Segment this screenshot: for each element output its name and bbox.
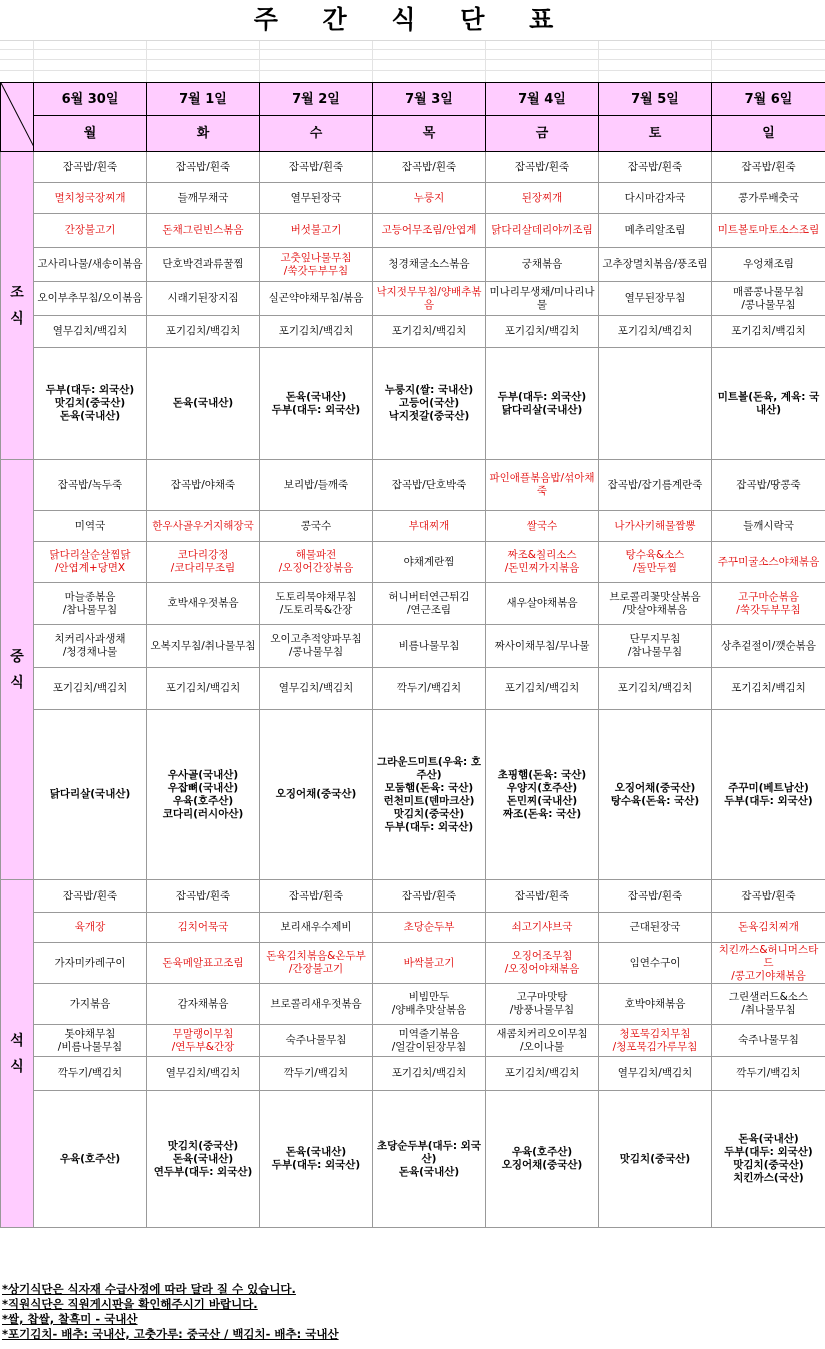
menu-item: 미트볼토마토소스조림 bbox=[712, 214, 825, 248]
menu-item: 잡곡밥/흰죽 bbox=[599, 152, 712, 183]
menu-item: 포기김치/백김치 bbox=[486, 316, 599, 348]
menu-item: 고추장멸치볶음/풍조림 bbox=[599, 248, 712, 282]
menu-item: 열무김치/백김치 bbox=[260, 668, 373, 710]
origin-info: 우육(호주산) bbox=[34, 1091, 147, 1228]
menu-item: 돈채그린빈스볶음 bbox=[147, 214, 260, 248]
origin-info: 돈육(국내산) 두부(대두: 외국산) 맛김치(중국산) 치킨까스(국산) bbox=[712, 1091, 825, 1228]
menu-item: 잡곡밥/흰죽 bbox=[486, 880, 599, 913]
menu-item: 김치어묵국 bbox=[147, 913, 260, 943]
menu-item: 치킨까스&허니머스타드 /콩고기야채볶음 bbox=[712, 943, 825, 984]
menu-item: 가자미카레구이 bbox=[34, 943, 147, 984]
origin-info: 맛김치(중국산) 돈육(국내산) 연두부(대두: 외국산) bbox=[147, 1091, 260, 1228]
origin-info: 돈육(국내산) bbox=[147, 348, 260, 460]
menu-row bbox=[1, 460, 825, 511]
weekday-header: 일 bbox=[712, 116, 825, 152]
menu-item: 코다리강정 /코다리무조림 bbox=[147, 542, 260, 583]
menu-item: 브로콜리새우젓볶음 bbox=[260, 984, 373, 1025]
menu-row bbox=[1, 183, 825, 214]
menu-item: 야채계란찜 bbox=[373, 542, 486, 583]
footnote: *상기식단은 식자재 수급사정에 따라 달라 질 수 있습니다. bbox=[2, 1282, 296, 1296]
origin-row bbox=[1, 1091, 825, 1228]
menu-item: 다시마감자국 bbox=[599, 183, 712, 214]
menu-item: 고구마맛탕 /방풍나물무침 bbox=[486, 984, 599, 1025]
origin-info: 맛김치(중국산) bbox=[599, 1091, 712, 1228]
menu-item: 마늘종볶음 /참나물무침 bbox=[34, 583, 147, 625]
menu-row bbox=[1, 316, 825, 348]
origin-info: 오징어채(중국산) 탕수육(돈육: 국산) bbox=[599, 710, 712, 880]
menu-item: 감자채볶음 bbox=[147, 984, 260, 1025]
menu-item: 허니버터연근튀김 /연근조림 bbox=[373, 583, 486, 625]
menu-item: 열무김치/백김치 bbox=[34, 316, 147, 348]
menu-item: 미나리무생채/미나리나물 bbox=[486, 282, 599, 316]
blank-spreadsheet-rows bbox=[0, 40, 825, 83]
menu-item: 주꾸미굴소스야채볶음 bbox=[712, 542, 825, 583]
menu-item: 오이고추적양파무침 /콩나물무침 bbox=[260, 625, 373, 668]
menu-item: 돈육김치찌개 bbox=[712, 913, 825, 943]
menu-item: 부대찌개 bbox=[373, 511, 486, 542]
menu-item: 그린샐러드&소스 /취나물무침 bbox=[712, 984, 825, 1025]
menu-item: 깍두기/백김치 bbox=[34, 1057, 147, 1091]
menu-item: 버섯불고기 bbox=[260, 214, 373, 248]
menu-item: 된장찌개 bbox=[486, 183, 599, 214]
menu-item: 쌀국수 bbox=[486, 511, 599, 542]
origin-info bbox=[599, 348, 712, 460]
date-header: 7월 4일 bbox=[486, 83, 599, 116]
menu-row bbox=[1, 943, 825, 984]
menu-item: 돈육김치볶음&온두부 /간장불고기 bbox=[260, 943, 373, 984]
menu-item: 오이부추무침/오이볶음 bbox=[34, 282, 147, 316]
menu-item: 실곤약야채무침/볶음 bbox=[260, 282, 373, 316]
origin-info: 두부(대두: 외국산) 맛김치(중국산) 돈육(국내산) bbox=[34, 348, 147, 460]
menu-item: 포기김치/백김치 bbox=[260, 316, 373, 348]
menu-item: 콩국수 bbox=[260, 511, 373, 542]
footnote: *쌀, 찹쌀, 찰흑미 - 국내산 bbox=[2, 1312, 138, 1326]
menu-item: 열무된장무침 bbox=[599, 282, 712, 316]
menu-item: 비빔만두 /양배추맛살볶음 bbox=[373, 984, 486, 1025]
menu-item: 파인애플볶음밥/섞아채죽 bbox=[486, 460, 599, 511]
menu-item: 호박야채볶음 bbox=[599, 984, 712, 1025]
menu-item: 잡곡밥/땅콩죽 bbox=[712, 460, 825, 511]
menu-item: 잡곡밥/흰죽 bbox=[260, 152, 373, 183]
weekday-header-row bbox=[1, 116, 825, 152]
menu-item: 낙지젓무무침/양배추볶음 bbox=[373, 282, 486, 316]
menu-row bbox=[1, 880, 825, 913]
menu-item: 잡곡밥/흰죽 bbox=[712, 880, 825, 913]
menu-item: 잡곡밥/흰죽 bbox=[147, 880, 260, 913]
menu-item: 고사리나물/새송이볶음 bbox=[34, 248, 147, 282]
date-header: 7월 2일 bbox=[260, 83, 373, 116]
footnotes bbox=[2, 1282, 822, 1342]
origin-info: 초당순두부(대두: 외국산) 돈육(국내산) bbox=[373, 1091, 486, 1228]
menu-item: 새우살야채볶음 bbox=[486, 583, 599, 625]
menu-item: 열무된장국 bbox=[260, 183, 373, 214]
menu-item: 포기김치/백김치 bbox=[599, 316, 712, 348]
menu-item: 잡곡밥/야채죽 bbox=[147, 460, 260, 511]
menu-item: 가지볶음 bbox=[34, 984, 147, 1025]
menu-item: 포기김치/백김치 bbox=[373, 316, 486, 348]
weekday-header: 화 bbox=[147, 116, 260, 152]
origin-info: 초핑햄(돈육: 국산) 우양지(호주산) 돈민찌(국내산) 짜조(돈육: 국산) bbox=[486, 710, 599, 880]
menu-row bbox=[1, 152, 825, 183]
date-header-row bbox=[1, 83, 825, 116]
menu-row bbox=[1, 668, 825, 710]
menu-row bbox=[1, 913, 825, 943]
menu-item: 포기김치/백김치 bbox=[147, 316, 260, 348]
menu-item: 보리새우수제비 bbox=[260, 913, 373, 943]
menu-item: 깍두기/백김치 bbox=[373, 668, 486, 710]
menu-item: 멸치청국장찌개 bbox=[34, 183, 147, 214]
menu-item: 짜조&칠리소스 /돈민찌가지볶음 bbox=[486, 542, 599, 583]
origin-info: 두부(대두: 외국산) 닭다리살(국내산) bbox=[486, 348, 599, 460]
menu-row bbox=[1, 1025, 825, 1057]
origin-info: 주꾸미(베트남산) 두부(대두: 외국산) bbox=[712, 710, 825, 880]
menu-item: 닭다리살데리야끼조림 bbox=[486, 214, 599, 248]
menu-item: 포기김치/백김치 bbox=[712, 668, 825, 710]
weekday-header: 금 bbox=[486, 116, 599, 152]
menu-item: 매콤콩나물무침 /콩나물무침 bbox=[712, 282, 825, 316]
origin-info: 누룽지(쌀: 국내산) 고등어(국산) 낙지젓갈(중국산) bbox=[373, 348, 486, 460]
menu-item: 톳야채무침 /비름나물무침 bbox=[34, 1025, 147, 1057]
menu-item: 고등어무조림/안엽계 bbox=[373, 214, 486, 248]
menu-item: 잡곡밥/흰죽 bbox=[712, 152, 825, 183]
origin-info: 우육(호주산) 오징어채(중국산) bbox=[486, 1091, 599, 1228]
origin-row bbox=[1, 710, 825, 880]
meal-label-dinner: 석 식 bbox=[1, 880, 34, 1228]
menu-item: 브로콜리꽃맛살볶음 /맛살야채볶음 bbox=[599, 583, 712, 625]
menu-item: 열무김치/백김치 bbox=[599, 1057, 712, 1091]
footnote: *직원식단은 직원게시판을 확인해주시기 바랍니다. bbox=[2, 1297, 258, 1311]
menu-item: 잡곡밥/흰죽 bbox=[599, 880, 712, 913]
menu-item: 우엉채조림 bbox=[712, 248, 825, 282]
menu-row bbox=[1, 282, 825, 316]
menu-item: 바싹불고기 bbox=[373, 943, 486, 984]
date-header: 7월 3일 bbox=[373, 83, 486, 116]
menu-item: 잡곡밥/흰죽 bbox=[260, 880, 373, 913]
menu-item: 포기김치/백김치 bbox=[712, 316, 825, 348]
menu-item: 초당순두부 bbox=[373, 913, 486, 943]
menu-item: 잡곡밥/흰죽 bbox=[486, 152, 599, 183]
menu-item: 도토리묵야채무침 /도토리묵&간장 bbox=[260, 583, 373, 625]
menu-item: 청경채굴소스볶음 bbox=[373, 248, 486, 282]
menu-item: 단무지무침 /참나물무침 bbox=[599, 625, 712, 668]
menu-item: 잡곡밥/잡기름계란죽 bbox=[599, 460, 712, 511]
menu-item: 포기김치/백김치 bbox=[486, 1057, 599, 1091]
date-header: 7월 5일 bbox=[599, 83, 712, 116]
meal-label-lunch: 중 식 bbox=[1, 460, 34, 880]
menu-item: 시래기된장지짐 bbox=[147, 282, 260, 316]
menu-item: 비름나물무침 bbox=[373, 625, 486, 668]
weekday-header: 수 bbox=[260, 116, 373, 152]
menu-item: 보리밥/들깨죽 bbox=[260, 460, 373, 511]
menu-item: 치커리사과생채 /청경채나물 bbox=[34, 625, 147, 668]
menu-item: 나가사키해물짬뽕 bbox=[599, 511, 712, 542]
origin-info: 미트볼(돈육, 계육: 국내산) bbox=[712, 348, 825, 460]
origin-row bbox=[1, 348, 825, 460]
origin-info: 오징어채(중국산) bbox=[260, 710, 373, 880]
menu-item: 해물파전 /오징어간장볶음 bbox=[260, 542, 373, 583]
menu-item: 짜사이채무침/무나물 bbox=[486, 625, 599, 668]
menu-item: 간장불고기 bbox=[34, 214, 147, 248]
menu-row bbox=[1, 583, 825, 625]
menu-item: 포기김치/백김치 bbox=[34, 668, 147, 710]
menu-item: 청포묵김치무침 /청포묵김가루무침 bbox=[599, 1025, 712, 1057]
menu-item: 무말랭이무침 /연두부&간장 bbox=[147, 1025, 260, 1057]
weekday-header: 목 bbox=[373, 116, 486, 152]
menu-item: 육개장 bbox=[34, 913, 147, 943]
menu-item: 오징어조무침 /오징어야채볶음 bbox=[486, 943, 599, 984]
menu-item: 한우사골우거지해장국 bbox=[147, 511, 260, 542]
menu-item: 근대된장국 bbox=[599, 913, 712, 943]
menu-item: 포기김치/백김치 bbox=[486, 668, 599, 710]
menu-item: 오복지무침/취나물무침 bbox=[147, 625, 260, 668]
menu-item: 잡곡밥/흰죽 bbox=[34, 152, 147, 183]
meal-label-breakfast: 조 식 bbox=[1, 152, 34, 460]
menu-item: 깍두기/백김치 bbox=[260, 1057, 373, 1091]
menu-row bbox=[1, 214, 825, 248]
menu-item: 쇠고기샤브국 bbox=[486, 913, 599, 943]
menu-item: 상추겉절이/깻순볶음 bbox=[712, 625, 825, 668]
menu-row bbox=[1, 1057, 825, 1091]
menu-item: 단호박견과류꿀찜 bbox=[147, 248, 260, 282]
menu-row bbox=[1, 542, 825, 583]
menu-item: 궁채볶음 bbox=[486, 248, 599, 282]
menu-item: 잡곡밥/흰죽 bbox=[34, 880, 147, 913]
menu-item: 미역줄기볶음 /얼갈이된장무침 bbox=[373, 1025, 486, 1057]
weekday-header: 월 bbox=[34, 116, 147, 152]
menu-item: 포기김치/백김치 bbox=[373, 1057, 486, 1091]
menu-item: 들깨무채국 bbox=[147, 183, 260, 214]
menu-item: 임연수구이 bbox=[599, 943, 712, 984]
menu-item: 숙주나물무침 bbox=[260, 1025, 373, 1057]
menu-item: 돈육메알표고조림 bbox=[147, 943, 260, 984]
menu-item: 들깨시락국 bbox=[712, 511, 825, 542]
origin-info: 돈육(국내산) 두부(대두: 외국산) bbox=[260, 348, 373, 460]
menu-row bbox=[1, 984, 825, 1025]
date-header: 6월 30일 bbox=[34, 83, 147, 116]
menu-item: 누룽지 bbox=[373, 183, 486, 214]
weekly-menu-table bbox=[0, 82, 825, 1228]
menu-item: 메추리알조림 bbox=[599, 214, 712, 248]
date-header: 7월 6일 bbox=[712, 83, 825, 116]
menu-item: 포기김치/백김치 bbox=[599, 668, 712, 710]
menu-item: 미역국 bbox=[34, 511, 147, 542]
origin-info: 닭다리살(국내산) bbox=[34, 710, 147, 880]
menu-item: 깍두기/백김치 bbox=[712, 1057, 825, 1091]
page-title: 주 간 식 단 표 bbox=[253, 5, 572, 34]
menu-item: 잡곡밥/흰죽 bbox=[373, 880, 486, 913]
menu-item: 새콤치커리오이무침 /오이나물 bbox=[486, 1025, 599, 1057]
menu-item: 고구마순볶음 /쑥갓두부무침 bbox=[712, 583, 825, 625]
date-header: 7월 1일 bbox=[147, 83, 260, 116]
origin-info: 그라운드미트(우육: 호주산) 모둠햄(돈육: 국산) 런천미트(덴마크산) 맛김치(중국산) 두부(대두: 외국산) bbox=[373, 710, 486, 880]
origin-info: 우사골(국내산) 우잡뼈(국내산) 우육(호주산) 코다리(러시아산) bbox=[147, 710, 260, 880]
menu-item: 숙주나물무침 bbox=[712, 1025, 825, 1057]
menu-item: 잡곡밥/단호박죽 bbox=[373, 460, 486, 511]
diagonal-line bbox=[1, 83, 34, 147]
menu-row bbox=[1, 248, 825, 282]
menu-item: 잡곡밥/흰죽 bbox=[147, 152, 260, 183]
menu-item: 포기김치/백김치 bbox=[147, 668, 260, 710]
weekday-header: 토 bbox=[599, 116, 712, 152]
menu-row bbox=[1, 511, 825, 542]
menu-item: 잡곡밥/녹두죽 bbox=[34, 460, 147, 511]
corner-cell bbox=[1, 83, 34, 152]
menu-item: 콩가루배춧국 bbox=[712, 183, 825, 214]
menu-item: 탕수육&소스 /돌만두찜 bbox=[599, 542, 712, 583]
menu-item: 고춧잎나물무침 /쑥갓두부무침 bbox=[260, 248, 373, 282]
origin-info: 돈육(국내산) 두부(대두: 외국산) bbox=[260, 1091, 373, 1228]
menu-row bbox=[1, 625, 825, 668]
footnote: *포기김치- 배추: 국내산, 고춧가루: 중국산 / 백김치- 배추: 국내산 bbox=[2, 1327, 339, 1341]
menu-item: 열무김치/백김치 bbox=[147, 1057, 260, 1091]
menu-item: 잡곡밥/흰죽 bbox=[373, 152, 486, 183]
menu-item: 호박새우젓볶음 bbox=[147, 583, 260, 625]
menu-item: 닭다리살순살찜닭 /안엽계+당면X bbox=[34, 542, 147, 583]
